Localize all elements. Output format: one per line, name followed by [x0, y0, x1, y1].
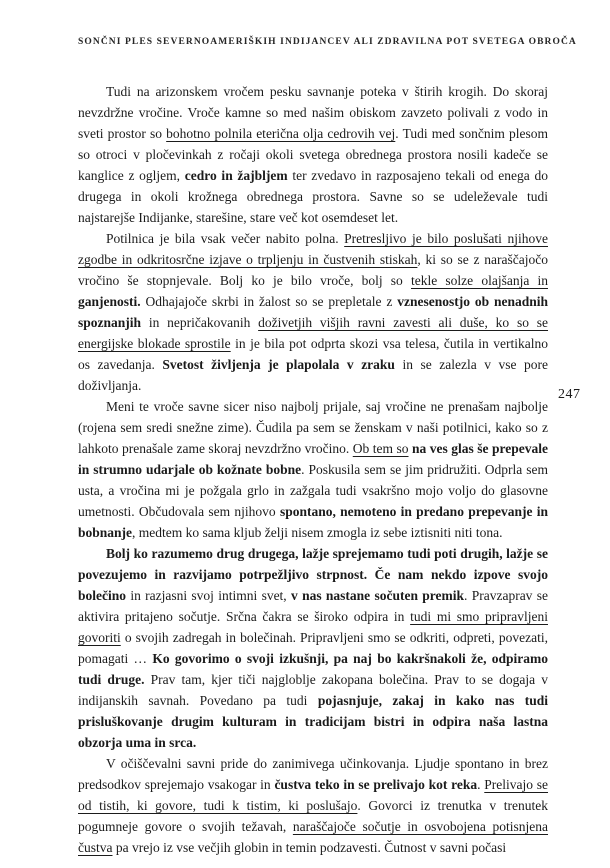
text-segment: in je bila pot odprta skozi vsa telesa, čutila in vertikalno os zavedanja.: [78, 336, 549, 372]
text-segment: .: [477, 777, 485, 792]
text-segment: Prelivajo se od tistih, ki govore, tudi k tistim, ki poslušajo: [78, 777, 549, 813]
text-segment: , medtem ko sama kljub želji nisem zmogla iz sebe iztisniti niti tona.: [132, 525, 503, 540]
paragraph: [78, 396, 548, 543]
text-segment: čustva teko in se prelivajo kot reka: [274, 777, 478, 792]
text-segment: vznesenostjo ob nenadnih spoznanjih: [78, 294, 548, 330]
text-segment: . Tudi med sončnim plesom so otroci v pločevinkah z ročaji okoli svetega obrednega prostora nosili kadeče se kanglice z ogljem,: [78, 126, 548, 183]
text-segment: bohotno polnila eterična olja cedrovih vej: [166, 126, 396, 141]
text-segment: Ob tem so: [352, 441, 409, 456]
text-segment: pojasnjuje, zakaj in kako nas tudi prisluškovanje drugim kulturam in tradicijam bistri in odpira naša lastna obzorja uma in srca.: [78, 693, 548, 750]
running-header: SONČNI PLES SEVERNOAMERIŠKIH INDIJANCEV ALI ZDRAVILNA POT SVETEGA OBROČA: [78, 37, 577, 47]
text-segment: Meni te vroče savne sicer niso najbolj prijale, saj vročine ne prenašam najbolje (rojena sem sredi snežne zime). Čudila pa sem se ženskam v naši potilnici, kako so z lahkoto prenašale zame skoraj nevzdržno vročino.: [78, 399, 548, 456]
paragraph: [78, 753, 548, 858]
text-segment: . Pravzaprav se aktivira pritajeno sočutje. Srčna čakra se široko odpira in: [78, 588, 548, 624]
text-segment: ganjenosti.: [78, 294, 141, 309]
text-segment: doživetjih višjih ravni zavesti ali duše, ko so se energijske blokade sprostile: [78, 315, 549, 351]
text-segment: , ki so se z naraščajočo vročino še stopnjevale. Bolj ko je bilo vroče, bolj so: [78, 252, 548, 288]
text-segment: naraščajoče sočutje in osvobojena potisnjena čustva: [78, 819, 549, 855]
text-segment: Potilnica je bila vsak večer nabito polna.: [106, 231, 345, 246]
paragraph: [78, 228, 548, 396]
text-segment: ter zvedavo in razposajeno tekali od enega do drugega in okoli krožnega obrednega prostora. Savne so se udeleževale tudi najstarejše Indijanke, starešine, stare več kot osemdeset let.: [78, 168, 548, 225]
text-segment: in se zalezla v vse pore doživljanja.: [78, 357, 548, 393]
text-segment: Ko govorimo o svoji izkušnji, pa naj bo kakršnakoli že, odpiramo tudi druge.: [78, 651, 548, 687]
text-segment: in razjasni svoj intimni svet,: [126, 588, 291, 603]
text-segment: . Govorci iz trenutka v trenutek pogumneje govore o svojih težavah,: [78, 798, 548, 834]
paragraph: [78, 543, 548, 753]
text-segment: V očiščevalni savni pride do zanimivega učinkovanja. Ljudje spontano in brez predsodkov sprejemajo vsakogar in: [78, 756, 548, 792]
text-segment: pa vrejo iz vse večjih globin in temin podzavesti. Čutnost v savni počasi: [112, 840, 507, 855]
text-segment: tudi mi smo pripravljeni govoriti: [78, 609, 548, 645]
text-segment: Odhajajoče skrbi in žalost so se prepletale z: [140, 294, 398, 309]
text-segment: v nas nastane sočuten premik: [291, 588, 465, 603]
text-segment: o svojih zadregah in bolečinah. Pripravljeni smo se odkriti, odpreti, povezati, pomagati …: [78, 630, 548, 666]
text-segment: Bolj ko razumemo drug drugega, lažje sprejemamo tudi poti drugih, lažje se povezujemo in razvijamo potrpežljivo strpnost. Če nam nekdo izpove svojo bolečino: [78, 546, 548, 603]
text-segment: Pretresljivo je bilo poslušati njihove zgodbe in odkritosrčne izjave o trpljenju in čustvenih stiskah: [78, 231, 548, 267]
text-segment: spontano, nemoteno in predano prepevanje in bobnanje: [78, 504, 548, 540]
body-text: [78, 81, 548, 858]
text-segment: tekle solze olajšanja in: [411, 273, 548, 288]
text-segment: cedro in žajbljem: [184, 168, 288, 183]
text-segment: . Poskusila sem se jim pridružiti. Odprla sem usta, a vročina mi je požgala grlo in zažgala tudi vsakršno mojo voljo do glasovne umetnosti. Občudovala sem njihovo: [78, 462, 548, 519]
text-segment: Svetost življenja je plapolala v zraku: [162, 357, 395, 372]
paragraph: [78, 81, 548, 228]
text-segment: in nepričakovanih: [141, 315, 259, 330]
text-segment: Prav tam, kjer tiči najgloblje zakopana bolečina. Prav to se dogaja v indijanskih savnah. Povedano pa tudi: [78, 672, 548, 708]
page-number: 247: [558, 387, 581, 402]
text-segment: na ves glas še prepevale in strumno udarjale ob kožnate bobne: [78, 441, 549, 477]
text-segment: Tudi na arizonskem vročem pesku savnanje poteka v štirih krogih. Do skoraj nevzdržne vročine. Vroče kamne so med našim obiskom zavzeto polivali z vodo in sveti prostor so: [78, 84, 548, 141]
